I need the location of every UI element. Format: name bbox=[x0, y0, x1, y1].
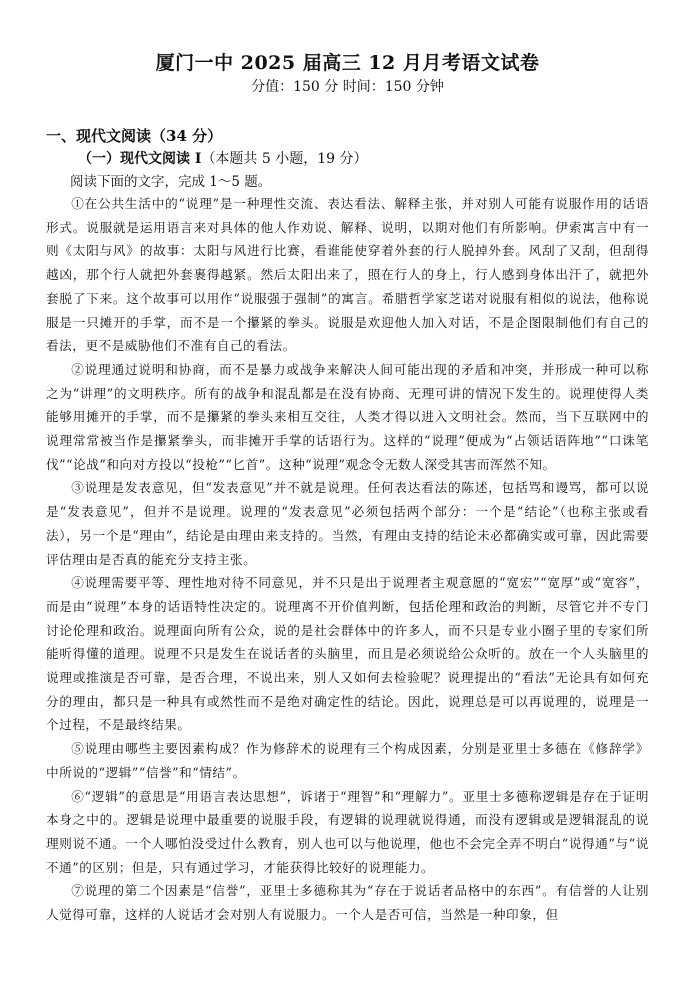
passage-paragraph-4: ④说理需要平等、理性地对待不同意见，并不只是出于说理者主观意愿的“宽宏”“宽厚”或“宽容”，而是由“说理”本身的话语特性决定的。说理离不开价值判断，包括伦理和政治的判断，尽管它并不专门讨论伦理和政治。说理面向所有公众，说的是社会群体中的许多人，而不只是专业小圈子里的专家们所能听得懂的道理。说理不只是发生在说话者的头脑里，而且是必须说给公众听的。放在一个人头脑里的说理或推演是否可靠，是否合理，不说出来，别人又如何去检验呢？说理提出的“看法”无论具有如何充分的理由，都只是一种具有或然性而不是绝对确定性的结论。因此，说理总是可以再说理的，说理是一个过程，不是最终结果。 bbox=[46, 575, 649, 733]
exam-title: 厦门一中 2025 届高三 12 月月考语文试卷 bbox=[155, 52, 540, 74]
passage-paragraph-7: ⑦说理的第二个因素是“信誉”，亚里士多德称其为“存在于说话者品格中的东西”。有信誉的人让别人觉得可靠，这样的人说话才会对别人有说服力。一个人是否可信，当然是一种印象，但 bbox=[46, 883, 649, 923]
reading-passage bbox=[46, 192, 649, 927]
passage-paragraph-2: ②说理通过说明和协商，而不是暴力或战争来解决人间可能出现的矛盾和冲突，并形成一种可以称之为“讲理”的文明秩序。所有的战争和混乱都是在没有协商、无理可讲的情况下发生的。说理使得人类能够用摊开的手掌，而不是攥紧的拳头来相互交往，人类才得以进入文明社会。然而，当下互联网中的说理常常被当作是攥紧拳头，而非摊开手掌的话语行为。这样的“说理”便成为“占领话语阵地”“口诛笔伐”“论战”和向对方投以“投枪”“匕首”。这种“说理”观念令无数人深受其害而浑然不知。 bbox=[46, 361, 649, 472]
subsection-heading bbox=[78, 148, 368, 168]
section-heading: 一、现代文阅读（34 分） bbox=[46, 127, 223, 145]
subsection-note: （本题共 5 小题，19 分） bbox=[201, 151, 368, 167]
subsection-label: （一）现代文阅读 I bbox=[78, 151, 202, 167]
passage-paragraph-5: ⑤说理由哪些主要因素构成？作为修辞术的说理有三个构成因素，分别是亚里士多德在《修辞学》中所说的“逻辑”“信誉”和“情结”。 bbox=[46, 741, 649, 780]
passage-paragraph-6: ⑥“逻辑”的意思是“用语言表达思想”，诉诸于“理智”和“理解力”。亚里士多德称逻辑是存在于证明本身之中的。逻辑是说理中最重要的说服手段，有逻辑的说理就说得通，而没有逻辑或是逻辑混乱的说理则说不通。一个人哪怕没受过什么教育，别人也可以与他说理，他也不会完全弄不明白“说得通”与“说不通”的区别；但是，只有通过学习，才能获得比较好的说理能力。 bbox=[46, 788, 649, 875]
exam-score-time: 分值：150 分 时间：150 分钟 bbox=[251, 79, 444, 95]
passage-paragraph-3: ③说理是发表意见，但“发表意见”并不就是说理。任何表达看法的陈述，包括骂和谩骂，都可以说是“发表意见”，但并不是说理。说理的“发表意见”必须包括两个部分：一个是“结论”（也称主张或看法），另一个是“理由”，结论是由理由来支持的。当然，有理由支持的结论未必都确实或可靠，因此需要评估理由是否真的能充分支持主张。 bbox=[46, 480, 649, 567]
passage-paragraph-1: ①在公共生活中的“说理”是一种理性交流、表达看法、解释主张，并对别人可能有说服作用的话语形式。说服就是运用语言来对具体的他人作劝说、解释、说明，以期对他们有所影响。伊索寓言中有一则《太阳与风》的故事：太阳与风进行比赛，看谁能使穿着外套的行人脱掉外套。风刮了又刮，但刮得越凶，那个行人就把外套裹得越紧。然后太阳出来了，照在行人的身上，行人感到身体出汗了，就把外套脱了下来。这个故事可以用作“说服强于强制”的寓言。希腊哲学家芝诺对说服有相似的说法，他称说服是一只摊开的手掌，而不是一个攥紧的拳头。说服是欢迎他人加入对话，不是企图限制他们有自己的看法，更不是威胁他们不准有自己的看法。 bbox=[46, 196, 649, 354]
reading-instruction: 阅读下面的文字，完成 1～5 题。 bbox=[70, 174, 272, 190]
